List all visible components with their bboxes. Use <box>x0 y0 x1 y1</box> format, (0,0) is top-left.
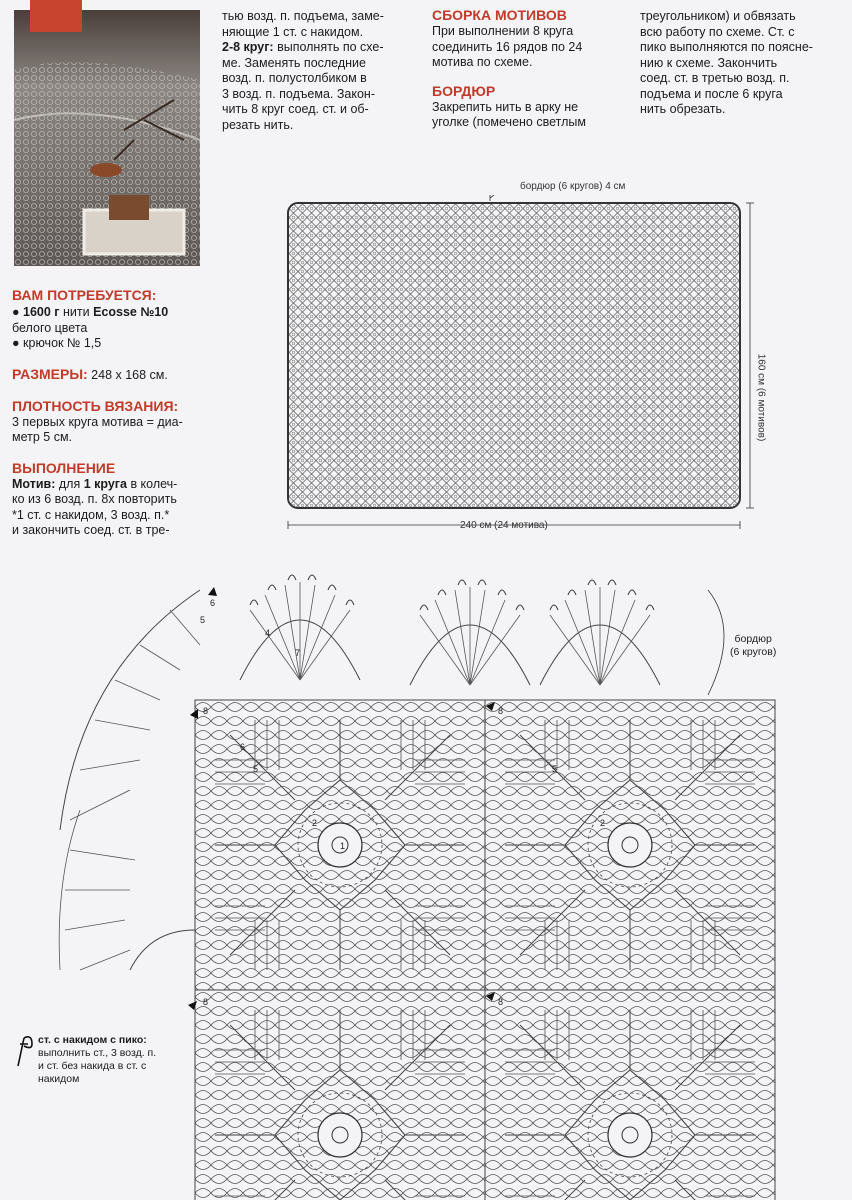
layout-bottom-label: 240 см (24 мотива) <box>460 520 548 531</box>
assembly-heading: СБОРКА МОТИВОВ <box>432 7 567 23</box>
execution-heading: ВЫПОЛНЕНИЕ <box>12 459 116 476</box>
execution-text: для <box>55 476 84 491</box>
layout-diagram <box>280 195 780 535</box>
border-text-col3 <box>640 9 830 118</box>
materials-item: ● крючок № 1,5 <box>12 336 102 350</box>
yarn-qty: 1600 г <box>23 305 60 319</box>
border-leader <box>708 590 724 695</box>
round-number-8c: 8 <box>203 997 209 1007</box>
photo-image <box>14 10 200 266</box>
layout-side-label: 160 см (6 мотивов) <box>755 353 767 442</box>
intro-line: резать нить. <box>222 117 294 132</box>
density-line: 3 первых круга мотива = диа- <box>12 414 183 429</box>
border-line: пико выполняются по поясне- <box>640 40 813 54</box>
intro-line <box>222 40 410 56</box>
round-number-7: 7 <box>295 648 301 658</box>
round-number-8b: 8 <box>498 706 504 716</box>
round-number-2: 2 <box>312 818 318 828</box>
density-heading: ПЛОТНОСТЬ ВЯЗАНИЯ: <box>12 397 179 414</box>
size-heading: РАЗМЕРЫ: <box>12 365 88 382</box>
size-line <box>12 366 202 384</box>
chart-border-label <box>730 633 776 659</box>
page-marker <box>30 0 82 32</box>
crochet-chart <box>40 550 800 1200</box>
materials-section <box>12 287 202 539</box>
round-number-4: 4 <box>265 628 271 638</box>
round-number-5c: 5 <box>552 764 558 774</box>
round-number-6b: 6 <box>240 742 246 752</box>
chart-motifs <box>195 700 775 1200</box>
execution-text-bold: 1 круга <box>83 476 127 491</box>
assembly-section <box>432 7 622 131</box>
legend-title: ст. с накидом с пико: <box>38 1034 147 1046</box>
border-line: уголке (помечено светлым <box>432 115 586 129</box>
chart-border-label-line: (6 кругов) <box>730 646 777 658</box>
layout-grid <box>288 203 740 508</box>
execution-line <box>12 477 202 493</box>
border-line: нию к схеме. Закончить <box>640 55 778 70</box>
intro-line: 3 возд. п. подъема. Закон- <box>222 86 375 101</box>
intro-line: чить 8 круг соед. ст. и об- <box>222 102 369 116</box>
rounds-label: 2-8 круг: <box>222 40 274 54</box>
execution-line: и закончить соед. ст. в тре- <box>12 523 170 537</box>
legend-line: и ст. без накида в ст. с <box>38 1060 147 1072</box>
materials-heading: ВАМ ПОТРЕБУЕТСЯ: <box>12 287 157 303</box>
round-number-6: 6 <box>210 598 216 608</box>
rounds-text: выполнять по схе- <box>273 40 384 54</box>
assembly-line: соединить 16 рядов по 24 <box>432 39 583 54</box>
border-line: Закрепить нить в арку не <box>432 99 579 114</box>
round-number-8: 8 <box>203 706 209 716</box>
yarn-brand: Ecosse №10 <box>93 305 169 319</box>
round-number-2b: 2 <box>600 818 606 828</box>
intro-line: возд. п. полустолбиком в <box>222 71 367 85</box>
intro-line: няющие 1 ст. с накидом. <box>222 24 364 39</box>
legend-symbol-icon <box>10 1034 36 1073</box>
intro-line: тью возд. п. подъема, заме- <box>222 9 384 23</box>
density-line: метр 5 см. <box>12 430 73 444</box>
legend-line: выполнить ст., 3 возд. п. <box>38 1047 157 1059</box>
intro-line: ме. Заменять последние <box>222 55 366 70</box>
round-number-5b: 5 <box>253 764 259 774</box>
hook-text: крючок № 1,5 <box>23 336 102 350</box>
chart-border-label-line: бордюр <box>734 633 772 645</box>
materials-item: ● 1600 г нити Ecosse №10 <box>12 305 169 319</box>
size-value: 248 х 168 см. <box>87 367 168 382</box>
assembly-line: При выполнении 8 круга <box>432 24 574 38</box>
execution-line: ко из 6 возд. п. 8х повторить <box>12 492 177 506</box>
round-number-1: 1 <box>340 841 346 851</box>
yarn-text: нити <box>59 305 94 319</box>
execution-text: в колеч- <box>126 476 178 491</box>
legend-line: накидом <box>38 1073 80 1085</box>
border-line: соед. ст. в третью возд. п. <box>640 71 790 85</box>
yarn-color: белого цвета <box>12 320 88 335</box>
intro-text <box>222 9 410 133</box>
picot-symbol-icon <box>10 1034 36 1068</box>
border-heading: БОРДЮР <box>432 82 496 99</box>
border-line: всю работу по схеме. Ст. с <box>640 24 795 39</box>
layout-top-label: бордюр (6 кругов) 4 см <box>520 181 626 192</box>
motif-label: Мотив: <box>12 476 56 491</box>
round-number-5: 5 <box>200 615 206 625</box>
legend <box>38 1034 188 1086</box>
border-line: нить обрезать. <box>640 102 726 116</box>
assembly-line: мотива по схеме. <box>432 55 533 69</box>
execution-line: *1 ст. с накидом, 3 возд. п.* <box>12 507 170 522</box>
round-number-8d: 8 <box>498 997 504 1007</box>
border-line: треугольником) и обвязать <box>640 9 796 23</box>
border-line: подъема и после 6 круга <box>640 86 783 101</box>
tablecloth-photo <box>14 10 200 266</box>
